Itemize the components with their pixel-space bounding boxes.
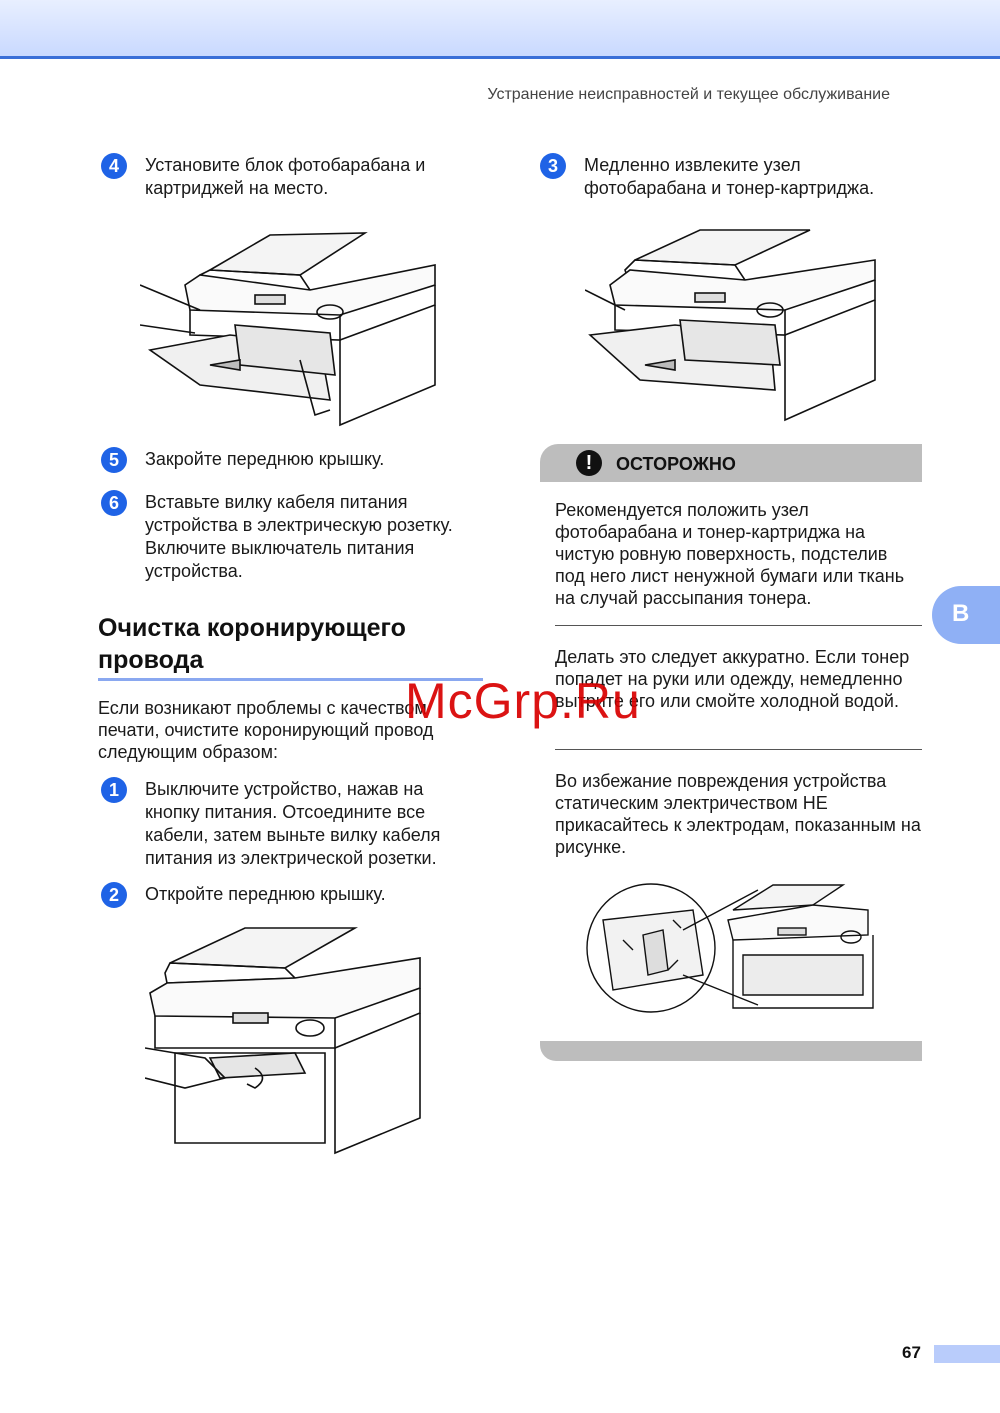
caution-paragraph-3: Во избежание повреждения устройства статическим электричеством НЕ прикасайтесь к электродам, показанным на рисунке. [555,771,921,857]
chapter-tab [932,586,1000,644]
top-band [0,0,1000,59]
caution-paragraph-1: Рекомендуется положить узел фотобарабана и тонер-картриджа на чистую ровную поверхность, подстелив под него лист ненужной бумаги или ткань на случай рассыпания тонера. [555,500,905,608]
page-number: 67 [902,1343,921,1362]
step-1 [101,777,501,872]
step-4 [101,153,501,203]
caution-footer [540,1041,922,1061]
step-text: Откройте переднюю крышку. [145,884,386,904]
step-text: Закройте переднюю крышку. [145,449,385,469]
chapter-tab-letter: B [952,600,970,627]
step-number-badge: 3 [540,153,566,179]
printer-illustration-remove-drum [585,215,890,430]
watermark: McGrp.Ru [405,673,641,729]
step-number-badge: 6 [101,490,127,516]
section-intro: Если возникают проблемы с качеством печати, очистите коронирующий провод следующим образом: [98,698,434,762]
printer-illustration-open-cover [145,918,445,1158]
step-text: Вставьте вилку кабеля питания устройства в электрическую розетку. Включите выключатель питания устройства. [145,492,453,581]
exclamation-icon: ! [576,450,602,476]
caution-divider [555,625,922,626]
section-title: Очистка коронирующего провода [98,614,406,674]
printer-illustration-install-drum [140,215,445,430]
step-text: Выключите устройство, нажав на кнопку питания. Отсоедините все кабели, затем выньте вилку кабеля питания из электрической розетки. [145,779,441,868]
caution-label: ОСТОРОЖНО [616,454,736,474]
step-6 [101,490,501,585]
step-number-badge: 2 [101,882,127,908]
step-5 [101,447,501,477]
step-text: Установите блок фотобарабана и картриджей на место. [145,155,426,198]
footer-bar [934,1345,1000,1363]
caution-header [540,444,922,482]
caution-divider [555,749,922,750]
step-number-badge: 1 [101,777,127,803]
step-number-badge: 5 [101,447,127,473]
step-number-badge: 4 [101,153,127,179]
electrodes-illustration [583,880,883,1015]
step-3 [540,153,940,203]
step-2 [101,882,501,912]
caution-paragraph-2: Делать это следует аккуратно. Если тонер попадет на руки или одежду, немедленно вытрите его или смойте холодной водой. [555,647,910,711]
running-head: Устранение неисправностей и текущее обслуживание [487,86,890,103]
step-text: Медленно извлеките узел фотобарабана и тонер-картриджа. [584,155,875,198]
